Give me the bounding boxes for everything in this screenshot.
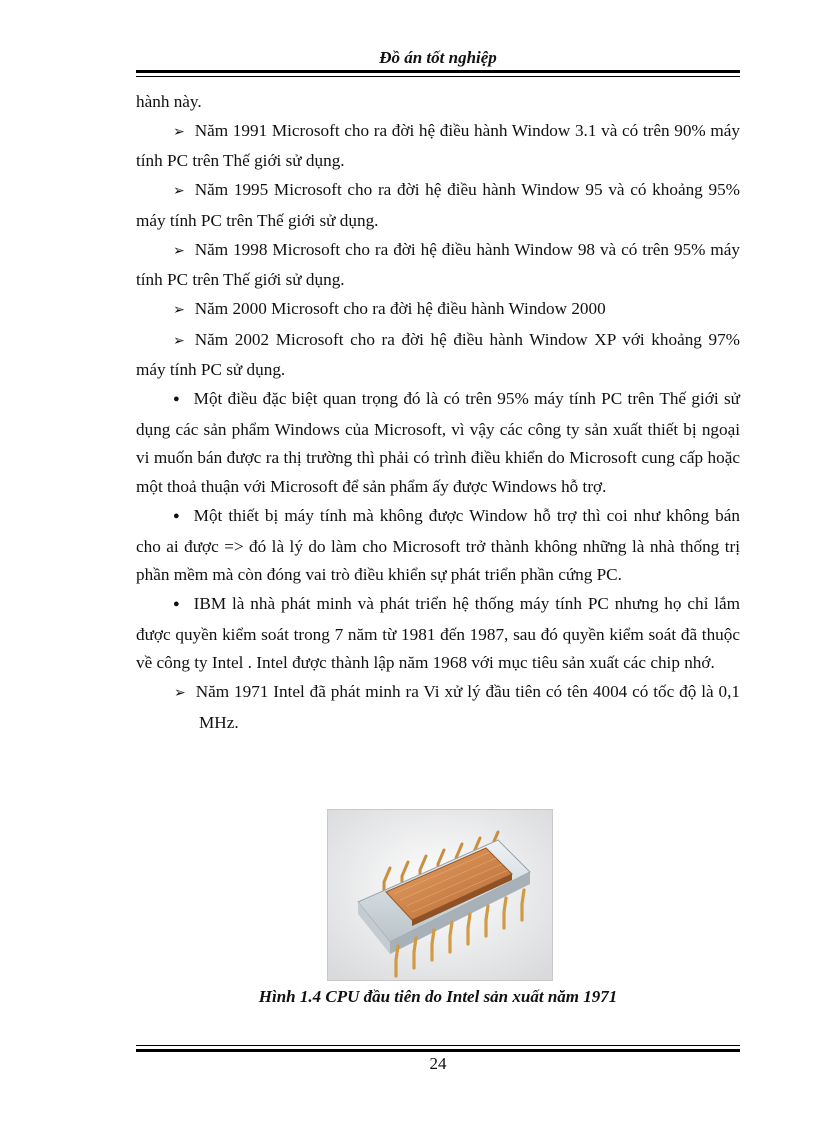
list-item-dot: ● IBM là nhà phát minh và phát triển hệ thống máy tính PC nhưng họ chỉ lắm được quyền kiểm soát trong 7 năm từ 1981 đến 1987, sau đó quyền kiểm soát đã thuộc về công ty Intel . Intel được thành lập năm 1968 với mục tiêu sản xuất các chip nhớ. — [136, 590, 740, 678]
arrow-bullet-icon: ➢ — [174, 686, 186, 702]
page-number: 24 — [429, 1054, 447, 1073]
dot-bullet-icon: ● — [173, 597, 180, 610]
list-item-arrow: ➢ Năm 2002 Microsoft cho ra đời hệ điều hành Window XP với khoảng 97% máy tính PC sử dụng. — [136, 329, 740, 380]
dot-bullet-icon: ● — [173, 509, 180, 522]
list-item-arrow: ➢ Năm 1995 Microsoft cho ra đời hệ điều hành Window 95 và có khoảng 95% máy tính PC trên Thế giới sử dụng. — [136, 180, 740, 230]
footer-rule-thick — [136, 1049, 740, 1052]
intel-4004-chip-icon — [328, 810, 552, 980]
list-item-dot: ● Một thiết bị máy tính mà không được Window hỗ trợ thì coi như không bán cho ai được => đó là lý do làm cho Microsoft trở thành không những là nhà thống trị phần mềm mà còn đóng vai trò điều khiển sự phát triển phần cứng PC. — [136, 502, 740, 590]
arrow-bullet-icon: ➢ — [173, 184, 185, 200]
list-item-dot: ● Một điều đặc biệt quan trọng đó là có trên 95% máy tính PC trên Thế giới sử dụng các sản phẩm Windows của Microsoft, vì vậy các công ty sản xuất thiết bị ngoại vi muốn bán được ra thị trường thì phải có trình điều khiển do Microsoft cung cấp hoặc một thoả thuận với Microsoft để sản phẩm ấy được Windows hỗ trợ. — [136, 385, 740, 502]
header-rule-thin — [136, 76, 740, 77]
arrow-bullet-icon: ➢ — [173, 333, 185, 349]
header-title: Đồ án tốt nghiệp — [379, 48, 497, 67]
list-item-arrow: ➢ Năm 1991 Microsoft cho ra đời hệ điều hành Window 3.1 và có trên 90% máy tính PC trên Thế giới sử dụng. — [136, 120, 740, 171]
footer-rule-thin — [136, 1045, 740, 1046]
arrow-bullet-icon: ➢ — [173, 124, 185, 140]
list-item-arrow: ➢ Năm 2000 Microsoft cho ra đời hệ điều hành Window 2000 — [136, 295, 740, 326]
cpu-chip-image — [327, 809, 553, 981]
list-item-arrow: ➢ Năm 1998 Microsoft cho ra đời hệ điều hành Window 98 và có trên 95% máy tính PC trên Thế giới sử dụng. — [136, 239, 740, 290]
figure-caption: Hình 1.4 CPU đầu tiên do Intel sản xuất năm 1971 — [258, 987, 618, 1006]
header-rule-thick — [136, 70, 740, 73]
paragraph: hành này. — [136, 92, 202, 111]
list-item-arrow: ➢ Năm 1971 Intel đã phát minh ra Vi xử lý đầu tiên có tên 4004 có tốc độ là 0,1 MHz. — [174, 682, 740, 732]
dot-bullet-icon: ● — [173, 393, 180, 406]
arrow-bullet-icon: ➢ — [173, 243, 185, 259]
body-text — [136, 88, 740, 737]
arrow-bullet-icon: ➢ — [173, 302, 185, 318]
